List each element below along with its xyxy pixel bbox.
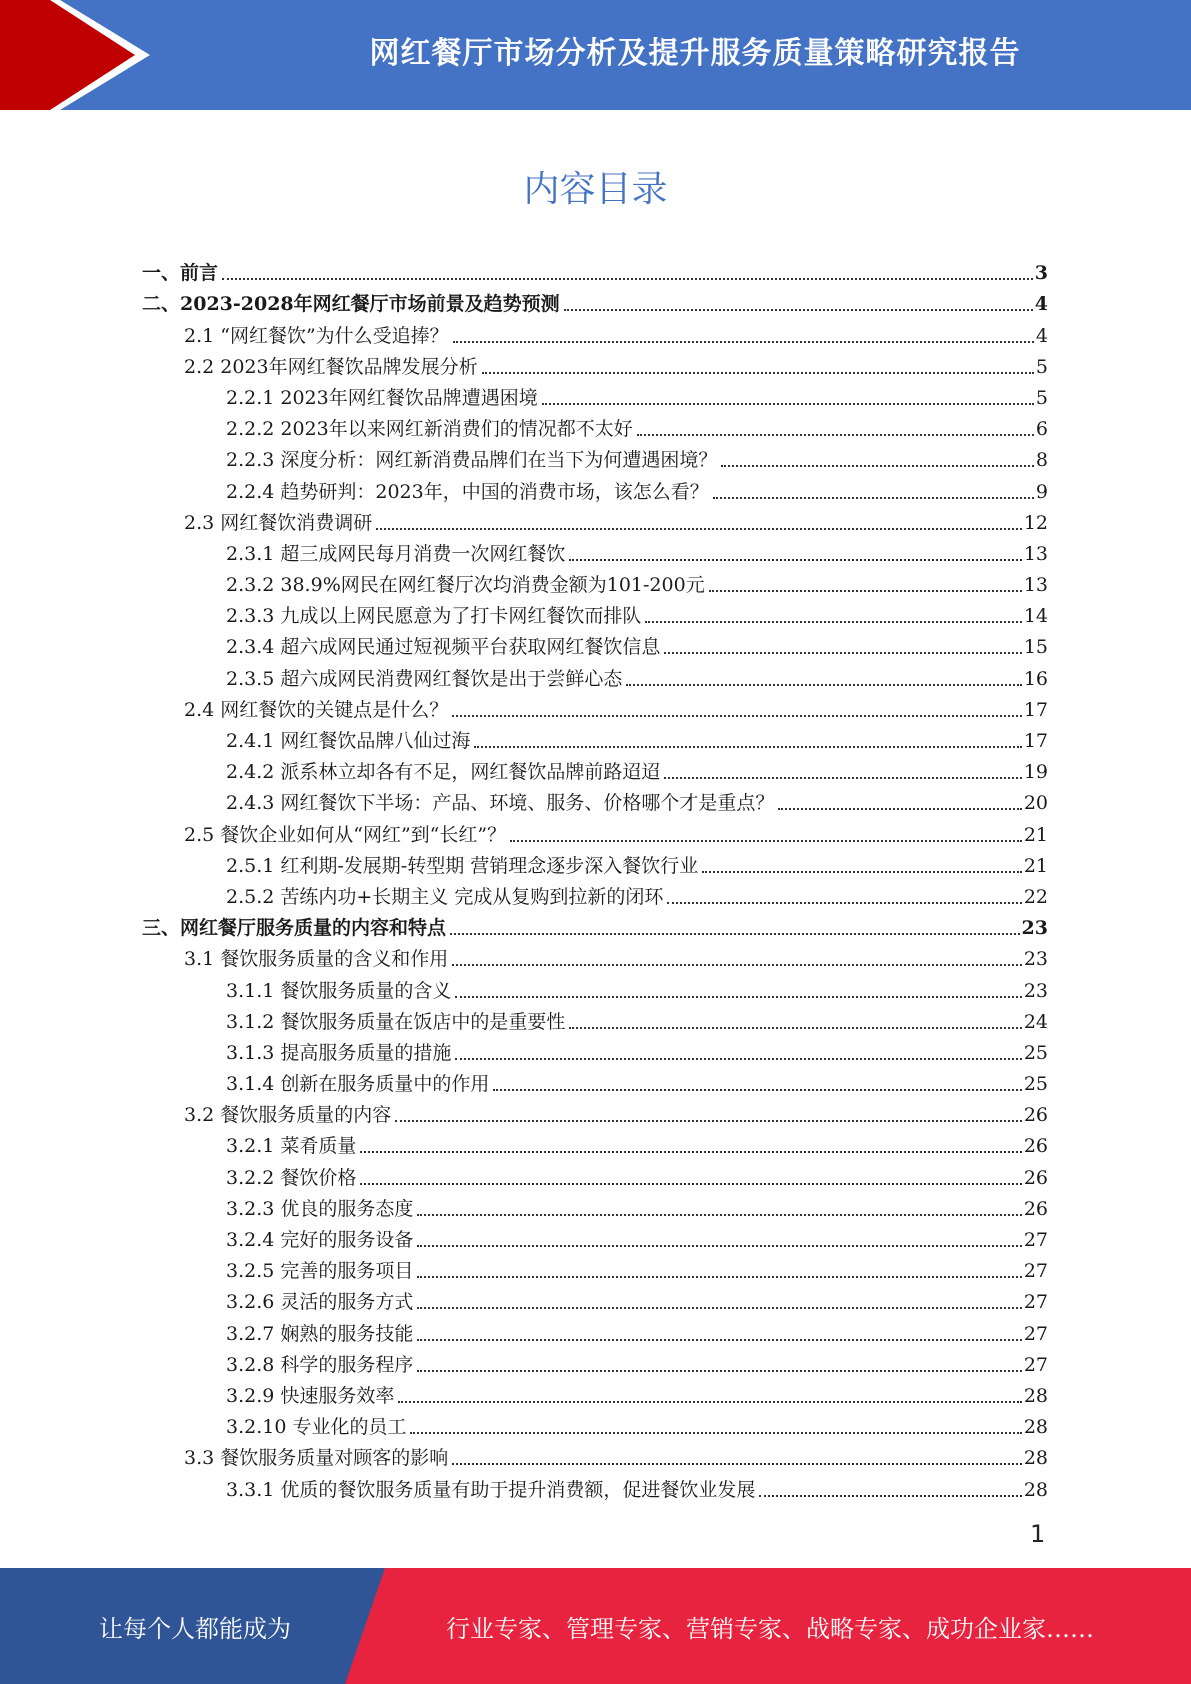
toc-entry-title: 2.3.2 38.9%网民在网红餐厅次均消费金额为101-200元 [226,574,705,597]
toc-entry-title: 3.2 餐饮服务质量的内容 [184,1104,392,1127]
toc-entry[interactable] [142,1126,1048,1157]
header-band [0,0,1191,110]
toc-entry[interactable] [142,347,1048,378]
toc-entry-page: 13 [1023,542,1048,565]
toc-leader-dots [778,808,1021,810]
toc-entry-page: 28 [1023,1447,1048,1470]
toc-leader-dots [645,621,1021,623]
toc-entry-title: 3.2.7 娴熟的服务技能 [226,1322,414,1345]
toc-leader-dots [664,777,1021,779]
toc-entry-title: 2.4 网红餐饮的关键点是什么？ [184,698,449,721]
toc-entry[interactable] [142,1407,1048,1438]
toc-entry-title: 一、前言 [142,262,219,285]
toc-entry-title: 2.3.5 超六成网民消费网红餐饮是出于尝鲜心态 [226,667,623,690]
toc-entry[interactable] [142,721,1048,752]
toc-entry-title: 3.2.9 快速服务效率 [226,1384,395,1407]
toc-entry[interactable] [142,627,1048,658]
toc-leader-dots [709,590,1022,592]
toc-leader-dots [721,465,1034,467]
toc-entry-page: 24 [1023,1010,1048,1033]
toc-entry-page: 3 [1034,262,1048,285]
toc-entry[interactable] [142,846,1048,877]
toc-entry-title: 2.3 网红餐饮消费调研 [184,511,373,534]
toc-entry-page: 26 [1023,1197,1048,1220]
toc-leader-dots [398,1401,1021,1403]
toc-leader-dots [395,1120,1022,1122]
toc-entry-title: 3.1.2 餐饮服务质量在饭店中的是重要性 [226,1010,566,1033]
toc-leader-dots [376,528,1022,530]
toc-entry-page: 13 [1023,574,1048,597]
toc-entry-page: 6 [1035,418,1048,441]
toc-leader-dots [417,1276,1021,1278]
toc-leader-dots [637,434,1034,436]
toc-entry-title: 2.3.1 超三成网民每月消费一次网红餐饮 [226,542,566,565]
toc-entry-page: 27 [1023,1322,1048,1345]
toc-entry[interactable] [142,1438,1048,1469]
toc-entry[interactable] [142,1220,1048,1251]
toc-entry-page: 4 [1034,293,1048,316]
toc-leader-dots [455,996,1021,998]
toc-entry-page: 17 [1023,698,1048,721]
toc-entry-page: 25 [1023,1073,1048,1096]
toc-entry[interactable] [142,690,1048,721]
toc-leader-dots [455,1058,1021,1060]
toc-entry[interactable] [142,1095,1048,1126]
toc-leader-dots [702,871,1022,873]
toc-entry[interactable] [142,1469,1048,1500]
toc-heading: 内容目录 [523,169,668,210]
toc-entry[interactable] [142,378,1048,409]
toc-entry-page: 27 [1023,1353,1048,1376]
toc-entry[interactable] [142,253,1048,284]
toc-entry-page: 28 [1023,1384,1048,1407]
toc-leader-dots [482,372,1034,374]
toc-leader-dots [222,278,1033,280]
toc-leader-dots [564,309,1033,311]
toc-entry-title: 2.5.2 苦练内功+长期主义 完成从复购到拉新的闭环 [226,885,664,908]
toc-leader-dots [417,1370,1021,1372]
toc-entry[interactable] [142,1345,1048,1376]
toc-entry[interactable] [142,1189,1048,1220]
toc-entry[interactable] [142,409,1048,440]
toc-entry[interactable] [142,284,1048,315]
toc-entry[interactable] [142,596,1048,627]
toc-entry[interactable] [142,503,1048,534]
toc-leader-dots [360,1183,1021,1185]
toc-entry-page: 20 [1023,792,1048,815]
toc-entry[interactable] [142,908,1048,939]
toc-entry-title: 2.2.4 趋势研判：2023年，中国的消费市场，该怎么看？ [226,480,709,503]
toc-entry[interactable] [142,1376,1048,1407]
toc-entry-title: 三、网红餐厅服务质量的内容和特点 [142,917,447,940]
toc-leader-dots [759,1495,1021,1497]
toc-leader-dots [493,1089,1021,1091]
toc-entry-page: 19 [1023,761,1048,784]
toc-entry-page: 28 [1023,1416,1048,1439]
toc-entry-page: 21 [1023,854,1048,877]
toc-entry-page: 23 [1023,979,1048,1002]
toc-leader-dots [474,746,1021,748]
toc-entry-title: 3.3 餐饮服务质量对顾客的影响 [184,1447,449,1470]
toc-entry-page: 26 [1023,1104,1048,1127]
toc-entry[interactable] [142,783,1048,814]
toc-leader-dots [569,559,1021,561]
toc-leader-dots [542,403,1034,405]
toc-entry[interactable] [142,814,1048,845]
toc-entry-title: 3.2.8 科学的服务程序 [226,1353,414,1376]
toc-entry[interactable] [142,1157,1048,1188]
toc-entry-title: 2.1 “网红餐饮”为什么受追捧？ [184,324,449,347]
toc-entry-page: 8 [1035,449,1048,472]
toc-leader-dots [417,1307,1021,1309]
toc-leader-dots [664,652,1021,654]
toc-entry-page: 5 [1035,355,1048,378]
toc-leader-dots [360,1151,1021,1153]
toc-entry-page: 28 [1023,1478,1048,1501]
toc-entry-title: 3.1.3 提高服务质量的措施 [226,1041,452,1064]
toc-entry-title: 2.3.4 超六成网民通过短视频平台获取网红餐饮信息 [226,636,661,659]
toc-entry[interactable] [142,1282,1048,1313]
toc-entry-title: 3.2.10 专业化的员工 [226,1416,407,1439]
toc-entry-title: 3.3.1 优质的餐饮服务质量有助于提升消费额，促进餐饮业发展 [226,1478,756,1501]
toc-entry-page: 26 [1023,1166,1048,1189]
page-number: 1 [1030,1520,1046,1548]
toc-entry-page: 23 [1021,917,1048,940]
toc-entry[interactable] [142,440,1048,471]
toc-entry-title: 2.2.1 2023年网红餐饮品牌遭遇困境 [226,386,538,409]
toc-entry-page: 4 [1035,324,1048,347]
toc-entry[interactable] [142,1313,1048,1344]
toc-entry-title: 2.2 2023年网红餐饮品牌发展分析 [184,355,478,378]
footer-band [0,1568,1191,1684]
toc-entry[interactable] [142,1002,1048,1033]
toc-entry-title: 2.5 餐饮企业如何从“网红”到“长红”？ [184,823,507,846]
toc-leader-dots [410,1432,1021,1434]
toc-leader-dots [452,964,1022,966]
toc-leader-dots [452,1463,1022,1465]
toc-entry[interactable] [142,315,1048,346]
toc-entry-title: 2.4.1 网红餐饮品牌八仙过海 [226,730,471,752]
toc-entry-page: 26 [1023,1135,1048,1158]
toc-leader-dots [450,933,1020,935]
toc-entry-title: 2.2.2 2023年以来网红新消费们的情况都不太好 [226,418,633,441]
toc-entry-title: 3.2.6 灵活的服务方式 [226,1291,414,1314]
report-title: 网红餐厅市场分析及提升服务质量策略研究报告 [369,36,1021,71]
table-of-contents [142,253,1048,1501]
toc-entry-title: 二、2023-2028年网红餐厅市场前景及趋势预测 [142,293,560,316]
toc-entry-title: 3.2.3 优良的服务态度 [226,1197,414,1220]
toc-entry-page: 23 [1023,948,1048,971]
toc-leader-dots [667,902,1021,904]
toc-leader-dots [453,341,1034,343]
toc-entry[interactable] [142,1033,1048,1064]
toc-leader-dots [417,1245,1021,1247]
toc-entry[interactable] [142,534,1048,565]
toc-entry-page: 21 [1023,823,1048,846]
toc-leader-dots [569,1027,1021,1029]
toc-leader-dots [417,1339,1021,1341]
toc-entry-page: 9 [1035,480,1048,503]
footer-slogan-right: 行业专家、管理专家、营销专家、战略专家、成功企业家…… [446,1614,1094,1643]
toc-entry-page: 5 [1035,386,1048,409]
toc-entry[interactable] [142,471,1048,502]
toc-entry[interactable] [142,939,1048,970]
toc-entry-page: 22 [1023,885,1048,908]
toc-entry-title: 3.1 餐饮服务质量的含义和作用 [184,948,449,971]
toc-entry[interactable] [142,565,1048,596]
toc-entry-title: 3.2.4 完好的服务设备 [226,1229,414,1251]
toc-entry-page: 27 [1023,1260,1048,1283]
toc-entry-title: 3.2.1 菜肴质量 [226,1135,357,1158]
toc-entry-page: 17 [1023,730,1048,752]
toc-entry-title: 2.3.3 九成以上网民愿意为了打卡网红餐饮而排队 [226,605,642,628]
toc-entry[interactable] [142,1064,1048,1095]
toc-entry[interactable] [142,658,1048,689]
toc-entry-title: 3.2.2 餐饮价格 [226,1166,357,1189]
toc-leader-dots [452,715,1022,717]
toc-entry-title: 3.1.1 餐饮服务质量的含义 [226,979,452,1002]
toc-entry-title: 2.4.3 网红餐饮下半场：产品、环境、服务、价格哪个才是重点？ [226,792,775,815]
toc-entry-title: 3.2.5 完善的服务项目 [226,1260,414,1283]
toc-entry-title: 2.4.2 派系林立却各有不足，网红餐饮品牌前路迢迢 [226,761,661,784]
toc-leader-dots [417,1214,1021,1216]
toc-leader-dots [713,497,1034,499]
toc-entry[interactable] [142,752,1048,783]
toc-entry-page: 25 [1023,1041,1048,1064]
toc-entry-title: 2.2.3 深度分析：网红新消费品牌们在当下为何遭遇困境？ [226,449,718,472]
toc-entry-page: 16 [1023,667,1048,690]
toc-entry-page: 12 [1023,511,1048,534]
footer-slogan-left: 让每个人都能成为 [99,1614,291,1643]
toc-entry-title: 3.1.4 创新在服务质量中的作用 [226,1073,490,1096]
toc-entry-page: 27 [1023,1229,1048,1251]
toc-leader-dots [626,684,1021,686]
toc-leader-dots [510,840,1022,842]
toc-entry[interactable] [142,877,1048,908]
toc-entry[interactable] [142,1251,1048,1282]
toc-entry-title: 2.5.1 红利期-发展期-转型期 营销理念逐步深入餐饮行业 [226,854,699,877]
toc-entry[interactable] [142,970,1048,1001]
toc-entry-page: 15 [1023,636,1048,659]
chevron-arrow-icon [0,0,160,110]
toc-entry-page: 14 [1023,605,1048,628]
toc-entry-page: 27 [1023,1291,1048,1314]
